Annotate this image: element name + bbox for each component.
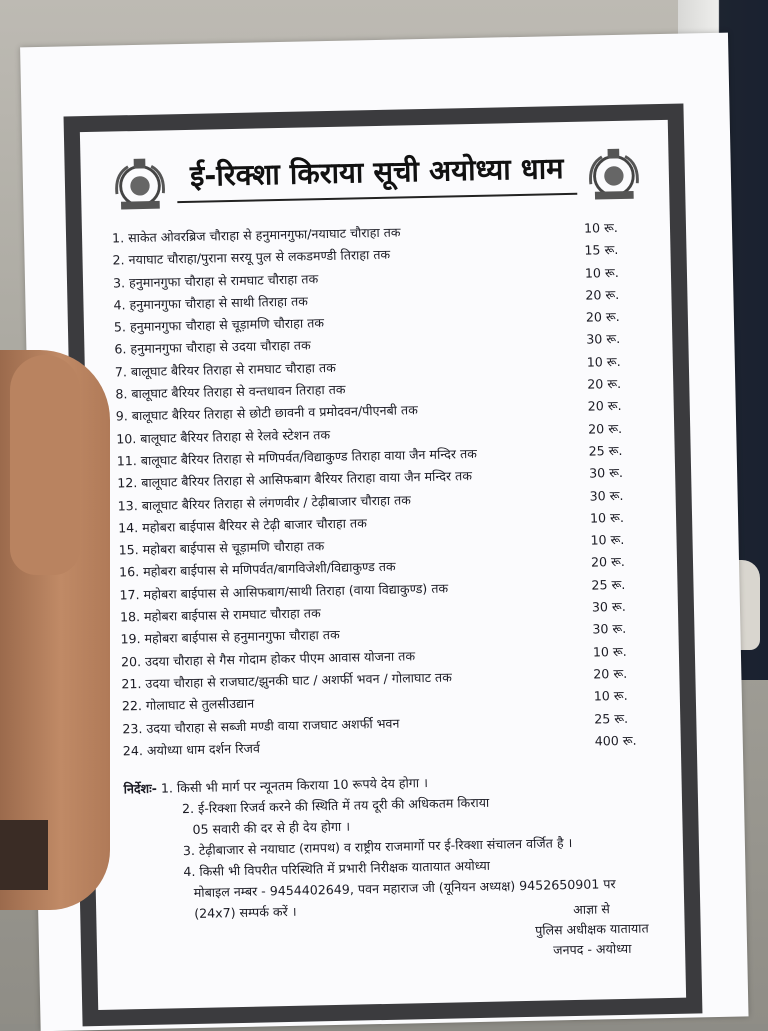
watch-strap	[0, 820, 48, 890]
fare-route: 11. बालूघाट बैरियर तिराहा से मणिपर्वत/विद्याकुण्ड तिराहा वाया जैन मन्दिर तक	[116, 445, 477, 469]
fare-price: 20 रू.	[593, 665, 628, 682]
police-emblem-icon	[584, 144, 643, 203]
fare-price: 25 रू.	[588, 442, 623, 459]
fare-route: 10. बालूघाट बैरियर तिराहा से रेलवे स्टेशन तक	[116, 426, 331, 447]
fare-route: 15. महोबरा बाईपास से चूड़ामणि चौराहा तक	[118, 538, 325, 558]
fare-route: 23. उदया चौराहा से सब्जी मण्डी वाया राजघाट अशर्फी भवन	[122, 715, 400, 736]
fare-price: 15 रू.	[584, 242, 619, 258]
fare-route: 4. हनुमानगुफा चौराहा से साथी तिराहा तक	[113, 293, 309, 313]
title-underline	[177, 193, 577, 203]
fare-price: 25 रू.	[591, 576, 626, 593]
fare-price: 10 रू.	[592, 643, 627, 660]
fare-route: 7. बालूघाट बैरियर तिराहा से रामघाट चौराहा तक	[114, 359, 336, 380]
notice-border	[64, 104, 703, 1027]
fare-price: 20 रू.	[588, 420, 623, 437]
fare-route: 1. साकेत ओवरब्रिज चौराहा से हनुमानगुफा/नयाघाट चौराहा तक	[111, 224, 401, 246]
fare-route: 16. महोबरा बाईपास से मणिपर्वत/बागविजेशी/विद्याकुण्ड तक	[118, 559, 396, 580]
fare-price: 10 रू.	[584, 264, 619, 281]
fare-price: 25 रू.	[594, 710, 629, 727]
fare-price: 30 रू.	[591, 598, 626, 615]
fare-price: 30 रू.	[588, 465, 624, 481]
fare-route: 6. हनुमानगुफा चौराहा से उदया चौराहा तक	[114, 337, 311, 357]
signature-line-1: आज्ञा से	[572, 901, 610, 918]
fare-route: 17. महोबरा बाईपास से आसिफबाग/साथी तिराहा (वाया विद्याकुण्ड) तक	[119, 580, 449, 603]
instruction-4a: 4. किसी भी विपरीत परिस्थिति में प्रभारी निरीक्षक यातायात अयोध्या	[183, 857, 491, 880]
instruction-2b: 05 सवारी की दर से ही देय होगा ।	[192, 818, 351, 838]
instruction-4b: मोबाइल नम्बर - 9454402649, पवन महाराज जी (यूनियन अध्यक्ष) 9452650901 पर	[193, 876, 616, 901]
thumb	[10, 355, 80, 575]
instruction-1: 1. किसी भी मार्ग पर न्यूनतम किराया 10 रूपये देय होगा ।	[160, 775, 429, 796]
fare-route: 24. अयोध्या धाम दर्शन रिजर्व	[122, 740, 261, 759]
fare-price: 400 रू.	[594, 732, 637, 749]
instruction-2a: 2. ई-रिक्शा रिजर्व करने की स्थिति में तय दूरी की अधिकतम किराया	[181, 794, 490, 817]
fare-route: 2. नयाघाट चौराहा/पुराना सरयू पुल से लकडमण्डी तिराहा तक	[112, 247, 391, 268]
fare-route: 20. उदया चौराहा से गैस गोदाम होकर पीएम आवास योजना तक	[120, 647, 416, 670]
fare-list	[112, 218, 655, 764]
fare-price: 30 रू.	[589, 487, 624, 504]
fare-route: 21. उदया चौराहा से राजघाट/झुनकी घाट / अशर्फी भवन / गोलाघाट तक	[121, 669, 452, 692]
fare-route: 9. बालूघाट बैरियर तिराहा से छोटी छावनी व प्रमोदवन/पीएनबी तक	[115, 402, 418, 424]
signature-line-2: पुलिस अधीक्षक यातायात	[534, 920, 649, 938]
fare-price: 10 रू.	[590, 532, 625, 548]
fare-route: 12. बालूघाट बैरियर तिराहा से आसिफबाग बैरियर तिराहा वाया जैन मन्दिर तक	[117, 468, 473, 491]
fare-price: 20 रू.	[587, 375, 622, 392]
fare-price: 30 रू.	[586, 331, 621, 348]
fare-price: 20 रू.	[585, 309, 620, 325]
police-emblem-icon	[110, 154, 169, 213]
signature-block	[535, 898, 650, 960]
fare-price: 20 रू.	[590, 554, 625, 571]
signature-line-3: जनपद - अयोध्या	[553, 940, 632, 958]
instruction-4c: (24x7) सम्पर्क करें ।	[194, 903, 297, 922]
fare-price: 10 रू.	[589, 509, 625, 526]
instruction-3: 3. टेढ़ीबाजार से नयाघाट (रामपथ) व राष्ट्रीय राजमार्गो पर ई-रिक्शा संचालन वर्जित है ।	[182, 835, 573, 859]
fare-route: 13. बालूघाट बैरियर तिराहा से लंगणवीर / टेढ़ीबाजार चौराहा तक	[117, 491, 412, 514]
fare-route: 22. गोलाघाट से तुलसीउद्यान	[121, 695, 255, 714]
fare-route: 14. महोबरा बाईपास बैरियर से टेढ़ी बाजार चौराहा तक	[118, 515, 367, 536]
fare-price: 10 रू.	[586, 353, 621, 370]
fare-price: 30 रू.	[592, 621, 627, 637]
fare-price: 10 रू.	[583, 219, 618, 236]
fare-route: 5. हनुमानगुफा चौराहा से चूड़ामणि चौराहा तक	[113, 315, 325, 335]
fare-route: 3. हनुमानगुफा चौराहा से रामघाट चौराहा तक	[112, 270, 319, 291]
notice-title: ई-रिक्शा किराया सूची अयोध्या धाम	[189, 151, 564, 193]
fare-route: 8. बालूघाट बैरियर तिराहा से वन्तधावन तिराहा तक	[115, 381, 346, 402]
notice-content	[80, 120, 686, 1010]
fare-price: 10 रू.	[593, 688, 628, 704]
instructions-heading: निर्देशः-	[123, 780, 158, 797]
fare-notice-sheet	[20, 33, 748, 1031]
fare-route: 19. महोबरा बाईपास से हनुमानगुफा चौराहा तक	[120, 627, 340, 647]
notice-header	[110, 140, 643, 211]
fare-price: 20 रू.	[587, 398, 622, 414]
fare-route: 18. महोबरा बाईपास से रामघाट चौराहा तक	[119, 605, 321, 625]
fare-price: 20 रू.	[585, 286, 620, 303]
